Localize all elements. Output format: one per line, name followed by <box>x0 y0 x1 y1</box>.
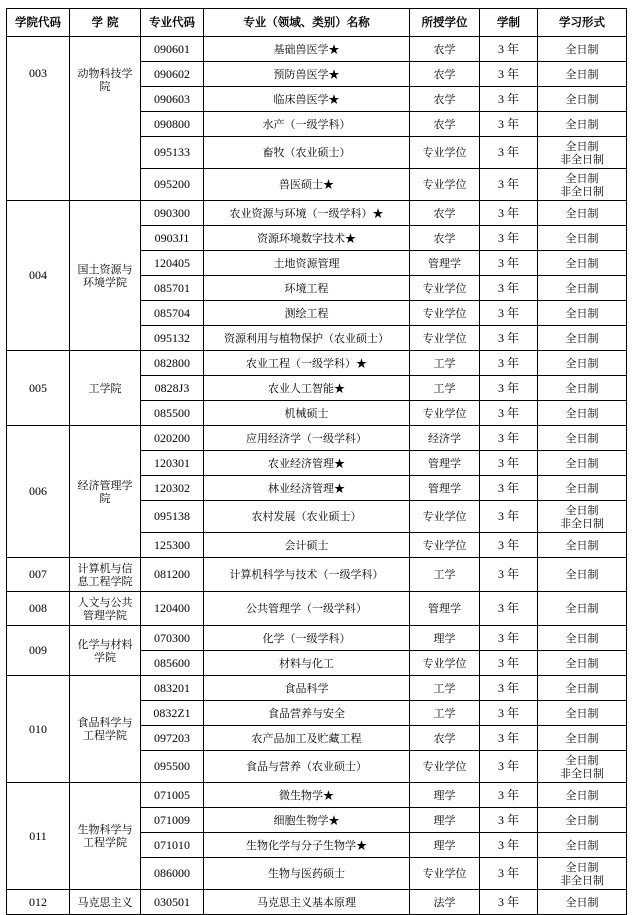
college-name-cell: 国土资源与环境学院 <box>70 201 141 351</box>
duration-cell: 3 年 <box>480 276 538 301</box>
degree-cell: 专业学位 <box>410 169 480 201</box>
duration-cell: 3 年 <box>480 226 538 251</box>
mode-label: 全日制 <box>565 481 599 495</box>
major-code-cell: 120400 <box>141 592 204 626</box>
mode-cell <box>538 201 627 226</box>
major-name-cell: 微生物学★ <box>204 783 410 808</box>
mode-cell <box>538 783 627 808</box>
degree-cell: 农学 <box>410 726 480 751</box>
mode-label: 全日制 <box>565 356 599 370</box>
major-name-cell: 农业经济管理★ <box>204 451 410 476</box>
major-code-cell: 095500 <box>141 751 204 783</box>
major-code-cell: 095133 <box>141 137 204 169</box>
duration-cell: 3 年 <box>480 426 538 451</box>
duration-cell: 3 年 <box>480 326 538 351</box>
college-name-cell: 工学院 <box>70 351 141 426</box>
duration-cell: 3 年 <box>480 701 538 726</box>
major-name-cell: 生物与医药硕士 <box>204 858 410 890</box>
header-major-code: 专业代码 <box>141 9 204 37</box>
mode-cell <box>538 376 627 401</box>
mode-label: 全日制 <box>565 406 599 420</box>
major-name-cell: 水产（一级学科） <box>204 112 410 137</box>
degree-cell: 管理学 <box>410 451 480 476</box>
mode-label: 全日制 <box>565 117 599 131</box>
duration-cell: 3 年 <box>480 376 538 401</box>
college-name-cell: 计算机与信息工程学院 <box>70 558 141 592</box>
degree-cell: 专业学位 <box>410 401 480 426</box>
mode-cell <box>538 226 627 251</box>
header-degree: 所授学位 <box>410 9 480 37</box>
college-code-cell: 012 <box>7 890 70 915</box>
major-code-cell: 125300 <box>141 533 204 558</box>
mode-label: 全日制 <box>565 731 599 745</box>
mode-cell <box>538 112 627 137</box>
major-code-cell: 020200 <box>141 426 204 451</box>
mode-label: 非全日制 <box>560 766 604 780</box>
duration-cell: 3 年 <box>480 592 538 626</box>
mode-label: 全日制 <box>565 813 599 827</box>
major-code-cell: 083201 <box>141 676 204 701</box>
college-code-cell: 006 <box>7 426 70 558</box>
college-code-cell: 008 <box>7 592 70 626</box>
mode-cell <box>538 858 627 890</box>
major-name-cell: 化学（一级学科） <box>204 626 410 651</box>
major-code-cell: 120405 <box>141 251 204 276</box>
major-name-cell: 马克思主义基本原理 <box>204 890 410 915</box>
major-code-cell: 071005 <box>141 783 204 808</box>
major-name-cell: 农产品加工及贮藏工程 <box>204 726 410 751</box>
college-code-cell: 005 <box>7 351 70 426</box>
program-table <box>6 8 627 915</box>
mode-cell <box>538 301 627 326</box>
mode-label: 非全日制 <box>560 152 604 166</box>
major-code-cell: 0903J1 <box>141 226 204 251</box>
major-code-cell: 081200 <box>141 558 204 592</box>
degree-cell: 工学 <box>410 558 480 592</box>
duration-cell: 3 年 <box>480 558 538 592</box>
duration-cell: 3 年 <box>480 87 538 112</box>
mode-cell <box>538 626 627 651</box>
mode-label: 全日制 <box>565 838 599 852</box>
mode-label: 全日制 <box>565 568 599 581</box>
college-code-cell: 007 <box>7 558 70 592</box>
major-code-cell: 0832Z1 <box>141 701 204 726</box>
degree-cell: 专业学位 <box>410 651 480 676</box>
major-name-cell: 食品营养与安全 <box>204 701 410 726</box>
duration-cell: 3 年 <box>480 808 538 833</box>
table-row <box>7 626 627 651</box>
mode-label: 全日制 <box>565 381 599 395</box>
major-name-cell: 计算机科学与技术（一级学科） <box>204 558 410 592</box>
mode-label: 全日制 <box>565 538 599 552</box>
major-name-cell: 畜牧（农业硕士） <box>204 137 410 169</box>
major-name-cell: 公共管理学（一级学科） <box>204 592 410 626</box>
mode-label: 全日制 <box>565 706 599 720</box>
mode-label: 全日制 <box>565 503 599 517</box>
table-row <box>7 890 627 915</box>
major-code-cell: 090603 <box>141 87 204 112</box>
duration-cell: 3 年 <box>480 251 538 276</box>
header-college-code: 学院代码 <box>7 9 70 37</box>
degree-cell: 专业学位 <box>410 301 480 326</box>
degree-cell: 法学 <box>410 890 480 915</box>
major-code-cell: 090601 <box>141 37 204 62</box>
major-code-cell: 086000 <box>141 858 204 890</box>
degree-cell: 专业学位 <box>410 501 480 533</box>
header-row <box>7 9 627 37</box>
degree-cell: 专业学位 <box>410 858 480 890</box>
major-code-cell: 071009 <box>141 808 204 833</box>
table-row <box>7 351 627 376</box>
major-code-cell: 090800 <box>141 112 204 137</box>
mode-cell <box>538 276 627 301</box>
mode-cell <box>538 890 627 915</box>
major-code-cell: 085600 <box>141 651 204 676</box>
degree-cell: 农学 <box>410 112 480 137</box>
duration-cell: 3 年 <box>480 401 538 426</box>
college-code-cell: 010 <box>7 676 70 783</box>
degree-cell: 理学 <box>410 808 480 833</box>
mode-label: 全日制 <box>565 681 599 695</box>
mode-label: 非全日制 <box>560 873 604 887</box>
degree-cell: 管理学 <box>410 251 480 276</box>
mode-label: 全日制 <box>565 656 599 670</box>
major-name-cell: 会计硕士 <box>204 533 410 558</box>
major-name-cell: 兽医硕士★ <box>204 169 410 201</box>
table-row <box>7 676 627 701</box>
college-name-cell: 食品科学与工程学院 <box>70 676 141 783</box>
duration-cell: 3 年 <box>480 112 538 137</box>
degree-cell: 农学 <box>410 201 480 226</box>
duration-cell: 3 年 <box>480 169 538 201</box>
major-name-cell: 农业人工智能★ <box>204 376 410 401</box>
major-code-cell: 120302 <box>141 476 204 501</box>
major-name-cell: 材料与化工 <box>204 651 410 676</box>
mode-cell <box>538 501 627 533</box>
duration-cell: 3 年 <box>480 626 538 651</box>
degree-cell: 管理学 <box>410 592 480 626</box>
degree-cell: 专业学位 <box>410 276 480 301</box>
mode-label: 全日制 <box>565 67 599 81</box>
mode-label: 非全日制 <box>560 184 604 198</box>
table-row <box>7 558 627 592</box>
college-code-cell: 011 <box>7 783 70 890</box>
mode-cell <box>538 401 627 426</box>
degree-cell: 农学 <box>410 37 480 62</box>
major-name-cell: 临床兽医学★ <box>204 87 410 112</box>
duration-cell: 3 年 <box>480 751 538 783</box>
mode-cell <box>538 169 627 201</box>
major-name-cell: 基础兽医学★ <box>204 37 410 62</box>
degree-cell: 专业学位 <box>410 533 480 558</box>
duration-cell: 3 年 <box>480 676 538 701</box>
major-code-cell: 095132 <box>141 326 204 351</box>
major-code-cell: 0828J3 <box>141 376 204 401</box>
table-body <box>7 37 627 915</box>
duration-cell: 3 年 <box>480 890 538 915</box>
major-code-cell: 082800 <box>141 351 204 376</box>
mode-cell <box>538 476 627 501</box>
duration-cell: 3 年 <box>480 137 538 169</box>
major-name-cell: 土地资源管理 <box>204 251 410 276</box>
degree-cell: 专业学位 <box>410 137 480 169</box>
degree-cell: 理学 <box>410 833 480 858</box>
duration-cell: 3 年 <box>480 351 538 376</box>
college-code-cell: 009 <box>7 626 70 676</box>
duration-cell: 3 年 <box>480 37 538 62</box>
major-name-cell: 农业工程（一级学科）★ <box>204 351 410 376</box>
college-name-cell: 生物科学与工程学院 <box>70 783 141 890</box>
mode-cell <box>538 726 627 751</box>
mode-label: 全日制 <box>565 256 599 270</box>
mode-label: 全日制 <box>565 281 599 295</box>
mode-label: 全日制 <box>565 895 599 909</box>
table-row <box>7 201 627 226</box>
major-code-cell: 090602 <box>141 62 204 87</box>
mode-label: 全日制 <box>565 92 599 106</box>
major-name-cell: 机械硕士 <box>204 401 410 426</box>
header-college: 学 院 <box>70 9 141 37</box>
major-code-cell: 085500 <box>141 401 204 426</box>
college-code-cell: 004 <box>7 201 70 351</box>
mode-cell <box>538 451 627 476</box>
mode-cell <box>538 833 627 858</box>
college-name-cell: 人文与公共管理学院 <box>70 592 141 626</box>
table-row <box>7 592 627 626</box>
major-code-cell: 085704 <box>141 301 204 326</box>
duration-cell: 3 年 <box>480 858 538 890</box>
mode-cell <box>538 751 627 783</box>
major-code-cell: 071010 <box>141 833 204 858</box>
mode-label: 全日制 <box>565 602 599 615</box>
duration-cell: 3 年 <box>480 833 538 858</box>
mode-label: 全日制 <box>565 306 599 320</box>
major-name-cell: 林业经济管理★ <box>204 476 410 501</box>
degree-cell: 工学 <box>410 676 480 701</box>
mode-cell <box>538 533 627 558</box>
duration-cell: 3 年 <box>480 201 538 226</box>
table-row <box>7 426 627 451</box>
mode-label: 全日制 <box>565 456 599 470</box>
mode-cell <box>538 37 627 62</box>
degree-cell: 理学 <box>410 626 480 651</box>
major-name-cell: 资源利用与植物保护（农业硕士） <box>204 326 410 351</box>
duration-cell: 3 年 <box>480 62 538 87</box>
major-name-cell: 预防兽医学★ <box>204 62 410 87</box>
college-code-cell: 003 <box>7 37 70 201</box>
degree-cell: 管理学 <box>410 476 480 501</box>
mode-label: 全日制 <box>565 42 599 56</box>
major-code-cell: 095200 <box>141 169 204 201</box>
major-name-cell: 农业资源与环境（一级学科）★ <box>204 201 410 226</box>
degree-cell: 专业学位 <box>410 326 480 351</box>
table-row <box>7 783 627 808</box>
major-name-cell: 资源环境数字技术★ <box>204 226 410 251</box>
duration-cell: 3 年 <box>480 476 538 501</box>
major-name-cell: 环境工程 <box>204 276 410 301</box>
major-code-cell: 095138 <box>141 501 204 533</box>
duration-cell: 3 年 <box>480 501 538 533</box>
degree-cell: 工学 <box>410 376 480 401</box>
mode-cell <box>538 426 627 451</box>
table-row <box>7 37 627 62</box>
duration-cell: 3 年 <box>480 301 538 326</box>
college-name-cell: 动物科技学院 <box>70 37 141 201</box>
duration-cell: 3 年 <box>480 651 538 676</box>
duration-cell: 3 年 <box>480 783 538 808</box>
major-code-cell: 070300 <box>141 626 204 651</box>
major-code-cell: 120301 <box>141 451 204 476</box>
major-code-cell: 090300 <box>141 201 204 226</box>
college-name-cell: 化学与材料学院 <box>70 626 141 676</box>
major-code-cell: 085701 <box>141 276 204 301</box>
major-code-cell: 030501 <box>141 890 204 915</box>
mode-cell <box>538 808 627 833</box>
mode-cell <box>538 251 627 276</box>
degree-cell: 农学 <box>410 226 480 251</box>
mode-label: 全日制 <box>565 631 599 645</box>
header-major-name: 专业（领域、类别）名称 <box>204 9 410 37</box>
duration-cell: 3 年 <box>480 533 538 558</box>
major-name-cell: 食品与营养（农业硕士） <box>204 751 410 783</box>
mode-label: 全日制 <box>565 231 599 245</box>
major-name-cell: 农村发展（农业硕士） <box>204 501 410 533</box>
major-name-cell: 生物化学与分子生物学★ <box>204 833 410 858</box>
degree-cell: 理学 <box>410 783 480 808</box>
mode-cell <box>538 676 627 701</box>
mode-cell <box>538 351 627 376</box>
header-mode: 学习形式 <box>538 9 627 37</box>
degree-cell: 专业学位 <box>410 751 480 783</box>
college-name-cell: 经济管理学院 <box>70 426 141 558</box>
mode-label: 全日制 <box>565 331 599 345</box>
mode-cell <box>538 137 627 169</box>
mode-label: 全日制 <box>565 788 599 802</box>
degree-cell: 农学 <box>410 87 480 112</box>
mode-label: 全日制 <box>565 753 599 767</box>
mode-cell <box>538 87 627 112</box>
duration-cell: 3 年 <box>480 451 538 476</box>
mode-label: 全日制 <box>565 431 599 445</box>
major-name-cell: 细胞生物学★ <box>204 808 410 833</box>
college-name-cell: 马克思主义 <box>70 890 141 915</box>
degree-cell: 工学 <box>410 701 480 726</box>
mode-cell <box>538 558 627 592</box>
mode-label: 非全日制 <box>560 516 604 530</box>
mode-cell <box>538 62 627 87</box>
major-name-cell: 应用经济学（一级学科） <box>204 426 410 451</box>
mode-cell <box>538 701 627 726</box>
major-code-cell: 097203 <box>141 726 204 751</box>
header-duration: 学制 <box>480 9 538 37</box>
major-name-cell: 测绘工程 <box>204 301 410 326</box>
mode-label: 全日制 <box>565 139 599 153</box>
degree-cell: 农学 <box>410 62 480 87</box>
degree-cell: 经济学 <box>410 426 480 451</box>
mode-cell <box>538 592 627 626</box>
mode-label: 全日制 <box>565 171 599 185</box>
duration-cell: 3 年 <box>480 726 538 751</box>
mode-cell <box>538 651 627 676</box>
mode-label: 全日制 <box>565 206 599 220</box>
major-name-cell: 食品科学 <box>204 676 410 701</box>
mode-label: 全日制 <box>565 860 599 874</box>
mode-cell <box>538 326 627 351</box>
degree-cell: 工学 <box>410 351 480 376</box>
